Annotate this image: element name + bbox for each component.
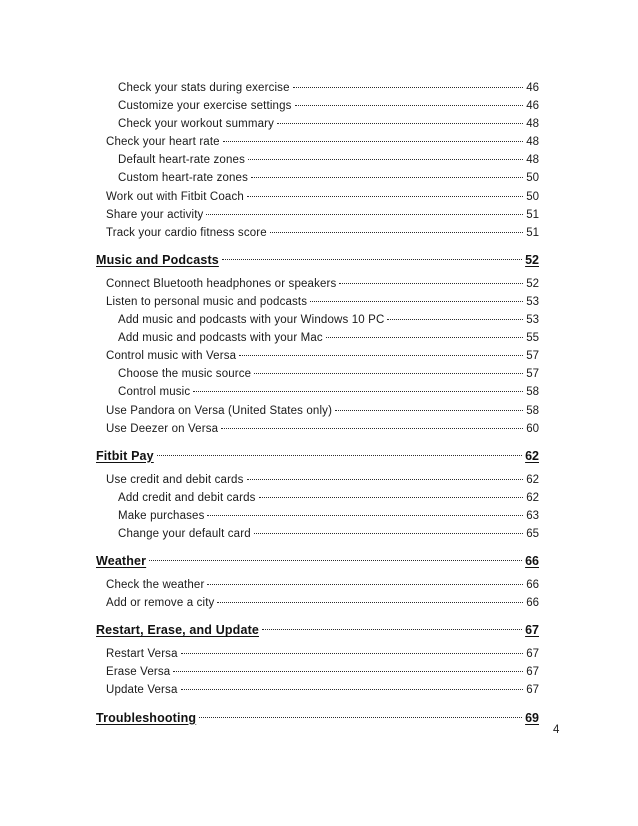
toc-entry[interactable]: [96, 420, 539, 438]
toc-entry-page: 48: [526, 154, 539, 167]
toc-entry[interactable]: [96, 151, 539, 169]
table-of-contents: [96, 79, 539, 733]
toc-entry[interactable]: [96, 115, 539, 133]
dot-leader: [326, 337, 523, 338]
toc-entry[interactable]: [96, 293, 539, 311]
toc-entry-page: 51: [526, 208, 539, 221]
dot-leader: [207, 584, 523, 585]
dot-leader: [247, 479, 524, 480]
toc-entry-page: 67: [525, 623, 539, 638]
toc-entry-page: 63: [526, 509, 539, 522]
toc-entry-title: Use credit and debit cards: [106, 473, 244, 486]
dot-leader: [295, 105, 524, 106]
toc-section-heading[interactable]: [96, 248, 539, 272]
dot-leader: [222, 259, 522, 260]
dot-leader: [206, 214, 523, 215]
toc-entry[interactable]: [96, 383, 539, 401]
toc-entry-title: Check your stats during exercise: [118, 82, 290, 94]
toc-entry[interactable]: [96, 507, 539, 525]
toc-entry-page: 67: [526, 648, 539, 661]
toc-entry[interactable]: [96, 365, 539, 383]
toc-entry-page: 58: [526, 404, 539, 417]
toc-entry[interactable]: [96, 489, 539, 507]
toc-entry-title: Listen to personal music and podcasts: [106, 295, 308, 308]
toc-entry-title: Weather: [96, 554, 147, 569]
toc-entry-page: 66: [526, 579, 539, 592]
toc-entry-title: Use Pandora on Versa (United States only): [106, 404, 333, 417]
toc-entry-page: 62: [526, 473, 539, 486]
toc-entry-page: 66: [525, 554, 539, 569]
toc-entry[interactable]: [96, 471, 539, 489]
toc-entry[interactable]: [96, 97, 539, 115]
dot-leader: [181, 689, 524, 690]
toc-entry-title: Add music and podcasts with your Windows 10 PC: [118, 314, 385, 327]
dot-leader: [293, 87, 524, 88]
toc-entry[interactable]: [96, 133, 539, 151]
toc-entry-page: 66: [526, 597, 539, 610]
toc-entry[interactable]: [96, 645, 539, 663]
dot-leader: [277, 123, 523, 124]
dot-leader: [173, 671, 523, 672]
toc-entry-page: 53: [526, 314, 539, 327]
toc-entry-page: 50: [526, 172, 539, 185]
dot-leader: [247, 196, 523, 197]
dot-leader: [239, 355, 523, 356]
dot-leader: [207, 515, 523, 516]
toc-entry-page: 53: [526, 295, 539, 308]
toc-entry-title: Update Versa: [106, 684, 178, 697]
toc-entry-title: Work out with Fitbit Coach: [106, 190, 244, 203]
toc-entry-page: 55: [526, 332, 539, 345]
toc-entry-page: 52: [526, 277, 539, 290]
dot-leader: [262, 629, 522, 630]
toc-entry-title: Default heart-rate zones: [118, 154, 245, 167]
toc-entry-page: 57: [526, 350, 539, 363]
toc-entry-page: 48: [526, 118, 539, 131]
dot-leader: [221, 428, 523, 429]
dot-leader: [339, 283, 523, 284]
toc-entry[interactable]: [96, 169, 539, 187]
dot-leader: [223, 141, 523, 142]
toc-entry[interactable]: [96, 347, 539, 365]
toc-entry[interactable]: [96, 79, 539, 97]
toc-entry-page: 46: [526, 82, 539, 94]
toc-entry-title: Control music with Versa: [106, 350, 237, 363]
toc-entry[interactable]: [96, 663, 539, 681]
toc-entry-page: 65: [526, 527, 539, 540]
toc-entry-page: 67: [526, 684, 539, 697]
dot-leader: [259, 497, 524, 498]
dot-leader: [310, 301, 523, 302]
dot-leader: [251, 177, 523, 178]
dot-leader: [335, 410, 523, 411]
toc-entry-page: 52: [525, 252, 539, 267]
dot-leader: [248, 159, 523, 160]
toc-entry-page: 67: [526, 666, 539, 679]
toc-entry-page: 62: [525, 448, 539, 463]
toc-entry-title: Troubleshooting: [96, 710, 197, 725]
toc-section-heading[interactable]: [96, 444, 539, 468]
toc-entry-title: Restart, Erase, and Update: [96, 623, 259, 638]
toc-entry-title: Share your activity: [106, 208, 204, 221]
dot-leader: [270, 232, 523, 233]
toc-entry[interactable]: [96, 329, 539, 347]
toc-entry-page: 57: [526, 368, 539, 381]
toc-entry-page: 46: [526, 100, 539, 113]
dot-leader: [157, 455, 522, 456]
toc-entry-title: Add or remove a city: [106, 597, 215, 610]
toc-entry[interactable]: [96, 311, 539, 329]
toc-entry-page: 51: [526, 226, 539, 239]
dot-leader: [217, 602, 523, 603]
toc-entry-title: Use Deezer on Versa: [106, 422, 219, 435]
toc-entry[interactable]: [96, 681, 539, 699]
dot-leader: [254, 373, 523, 374]
toc-entry-title: Track your cardio fitness score: [106, 226, 267, 239]
toc-entry-page: 50: [526, 190, 539, 203]
toc-entry-title: Erase Versa: [106, 666, 171, 679]
toc-entry-page: 58: [526, 386, 539, 399]
toc-entry-title: Choose the music source: [118, 368, 252, 381]
toc-entry-title: Control music: [118, 386, 191, 399]
toc-entry-page: 60: [526, 422, 539, 435]
dot-leader: [387, 319, 523, 320]
toc-entry-page: 48: [526, 136, 539, 149]
toc-entry[interactable]: [96, 402, 539, 420]
toc-entry-page: 62: [526, 491, 539, 504]
toc-entry-page: 69: [525, 710, 539, 725]
dot-leader: [199, 717, 522, 718]
toc-entry[interactable]: [96, 525, 539, 543]
toc-entry-title: Add credit and debit cards: [118, 491, 256, 504]
toc-entry-title: Change your default card: [118, 527, 251, 540]
toc-entry-title: Check your heart rate: [106, 136, 220, 149]
dot-leader: [193, 391, 523, 392]
toc-entry-title: Check your workout summary: [118, 118, 274, 131]
toc-entry-title: Fitbit Pay: [96, 448, 154, 463]
toc-entry[interactable]: [96, 224, 539, 242]
toc-entry-title: Add music and podcasts with your Mac: [118, 332, 323, 345]
toc-entry[interactable]: [96, 594, 539, 612]
toc-entry-title: Connect Bluetooth headphones or speakers: [106, 277, 337, 290]
toc-entry[interactable]: [96, 576, 539, 594]
toc-entry-title: Music and Podcasts: [96, 252, 219, 267]
toc-entry[interactable]: [96, 188, 539, 206]
toc-section-heading[interactable]: [96, 706, 539, 730]
toc-entry-title: Custom heart-rate zones: [118, 172, 249, 185]
page-number: 4: [553, 724, 560, 736]
toc-entry-title: Check the weather: [106, 579, 205, 592]
toc-entry[interactable]: [96, 206, 539, 224]
toc-entry-title: Restart Versa: [106, 648, 178, 661]
toc-entry-title: Make purchases: [118, 509, 205, 522]
toc-entry[interactable]: [96, 275, 539, 293]
toc-section-heading[interactable]: [96, 549, 539, 573]
toc-entry-title: Customize your exercise settings: [118, 100, 292, 113]
dot-leader: [181, 653, 524, 654]
toc-section-heading[interactable]: [96, 618, 539, 642]
dot-leader: [149, 560, 522, 561]
dot-leader: [254, 533, 523, 534]
